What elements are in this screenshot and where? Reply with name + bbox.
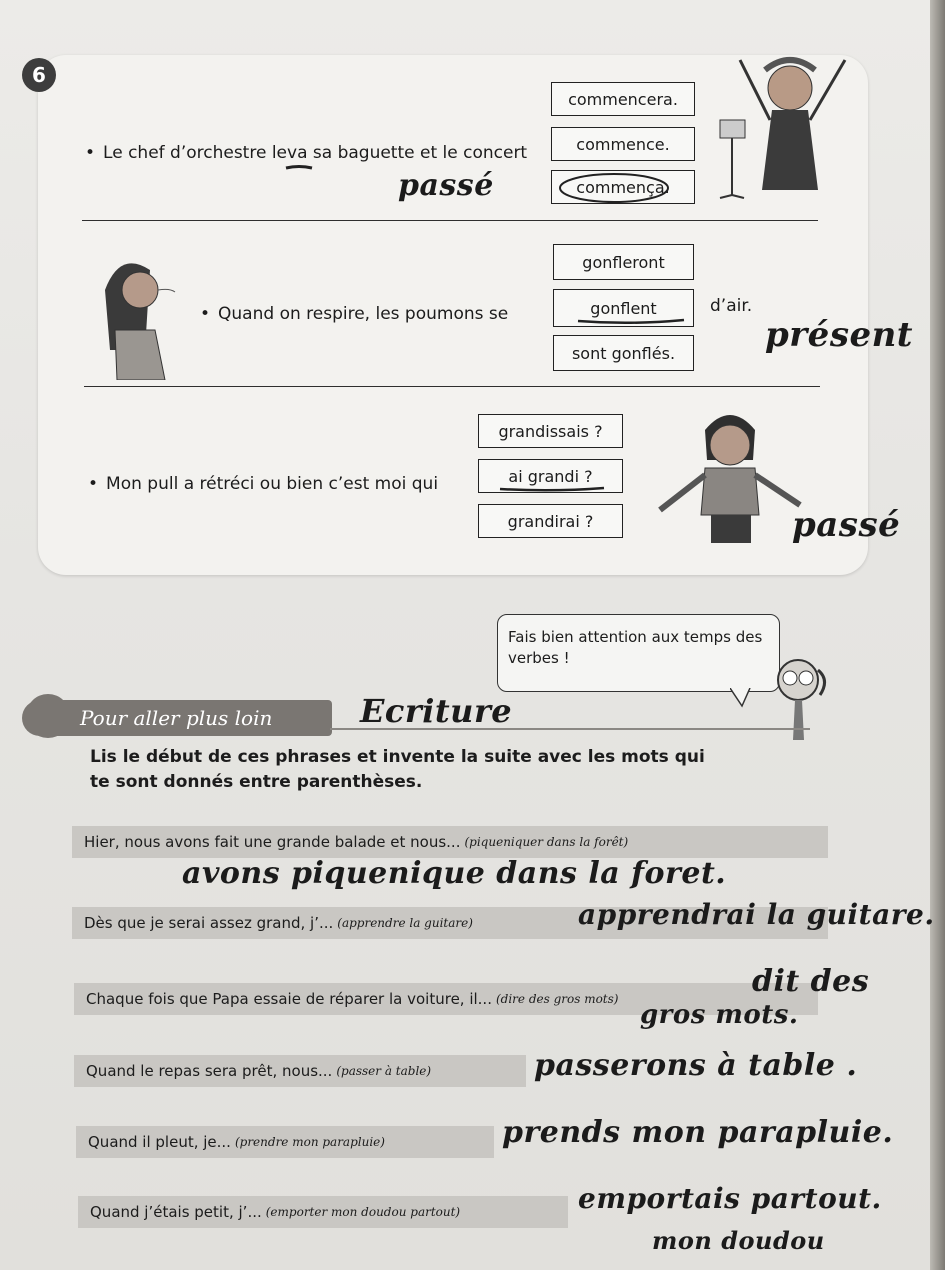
- handwritten-answer-sentence-2: apprendrai la guitare.: [578, 898, 935, 931]
- underline-mark: [576, 316, 686, 326]
- sentence-4-prompt: Quand le repas sera prêt, nous...: [86, 1062, 333, 1080]
- sentence-6-hint: (emporter mon doudou partout): [265, 1205, 461, 1219]
- handwritten-answer-sentence-3: dit des: [752, 964, 870, 999]
- sentence-row-4: [74, 1055, 526, 1087]
- instruction-text: Lis le début de ces phrases et invente la suite avec les mots qui te sont donnés entre parenthèses.: [90, 747, 705, 792]
- sentence-1-hint: (piqueniquer dans la forêt): [464, 835, 629, 849]
- conductor-illustration: [710, 40, 860, 200]
- sentence-2-prompt: Dès que je serai assez grand, j’...: [84, 914, 334, 932]
- option-1a[interactable]: commencera.: [551, 82, 695, 116]
- handwritten-section-title: Ecriture: [360, 692, 513, 730]
- page-edge: [930, 0, 945, 1270]
- handwritten-answer-sentence-6-line-2: mon doudou: [652, 1226, 825, 1255]
- sentence-3-hint: (dire des gros mots): [495, 992, 619, 1006]
- separator-2: [84, 386, 820, 387]
- question-3-text: Mon pull a rétréci ou bien c’est moi qui: [106, 474, 439, 494]
- breathing-girl-illustration: [95, 250, 185, 380]
- handwritten-answer-1: passé: [398, 168, 494, 203]
- option-3c[interactable]: grandirai ?: [478, 504, 623, 538]
- handwritten-answer-sentence-5: prends mon parapluie.: [502, 1115, 894, 1150]
- question-2-text: Quand on respire, les poumons se: [218, 304, 509, 324]
- sentence-4-hint: (passer à table): [336, 1064, 432, 1078]
- handwritten-answer-sentence-4: passerons à table .: [534, 1048, 858, 1083]
- question-1: [85, 143, 527, 163]
- underline-mark: [284, 163, 314, 171]
- speech-bubble: Fais bien attention aux temps des verbes !: [497, 614, 780, 692]
- sentence-5-hint: (prendre mon parapluie): [234, 1135, 385, 1149]
- lemur-mascot-illustration: [760, 650, 830, 750]
- handwritten-answer-2: présent: [765, 315, 914, 355]
- bullet-icon: •: [200, 304, 211, 324]
- question-2-suffix: d’air.: [710, 296, 753, 316]
- option-3a[interactable]: grandissais ?: [478, 414, 623, 448]
- underline-mark: [498, 484, 608, 494]
- handwritten-answer-sentence-1: avons piquenique dans la foret.: [182, 856, 727, 891]
- option-2a[interactable]: gonfleront: [553, 244, 694, 280]
- question-3: [88, 474, 438, 494]
- sentence-row-6: [78, 1196, 568, 1228]
- handwritten-answer-3: passé: [792, 505, 901, 545]
- sentence-3-prompt: Chaque fois que Papa essaie de réparer la voiture, il...: [86, 990, 492, 1008]
- option-2b[interactable]: gonflent: [553, 289, 694, 327]
- sentence-row-5: [76, 1126, 494, 1158]
- sentence-5-prompt: Quand il pleut, je...: [88, 1133, 231, 1151]
- exercise-number-badge: 6: [22, 58, 56, 92]
- option-1b[interactable]: commence.: [551, 127, 695, 161]
- circle-mark: [556, 170, 676, 206]
- handwritten-answer-sentence-3-line-2: gros mots.: [640, 1000, 799, 1030]
- sentence-6-prompt: Quand j’étais petit, j’...: [90, 1203, 262, 1221]
- option-3b[interactable]: ai grandi ?: [478, 459, 623, 493]
- option-2c[interactable]: sont gonflés.: [553, 335, 694, 371]
- speech-bubble-tail: [730, 688, 760, 708]
- sentence-1-prompt: Hier, nous avons fait une grande balade et nous...: [84, 833, 461, 851]
- bullet-icon: •: [88, 474, 99, 494]
- separator-1: [82, 220, 818, 221]
- sentence-2-hint: (apprendre la guitare): [337, 916, 473, 930]
- option-1c[interactable]: commença.: [551, 170, 695, 204]
- question-1-text: Le chef d’orchestre leva sa baguette et le concert: [103, 143, 528, 163]
- small-sweater-girl-illustration: [655, 400, 805, 545]
- section-label: Pour aller plus loin: [22, 700, 332, 736]
- sentence-row-1: [72, 826, 828, 858]
- question-2: [200, 304, 508, 324]
- handwritten-answer-sentence-6: emportais partout.: [578, 1182, 882, 1215]
- bullet-icon: •: [85, 143, 96, 163]
